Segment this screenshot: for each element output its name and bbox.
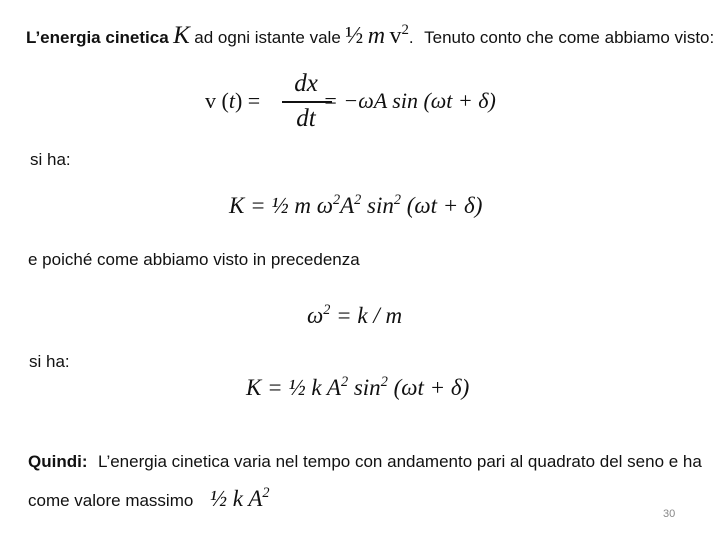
si-ha-label-1: si ha: — [30, 150, 71, 169]
symbol-half: ½ — [345, 23, 364, 49]
velocity-lhs: v (t) = — [205, 88, 261, 113]
conclusion-text: L’energia cinetica varia nel tempo con andamento pari al quadrato del seno e ha — [97, 452, 702, 471]
omega-equation: $\omega^2 = k / m$ — [307, 302, 403, 328]
symbol-m: m — [367, 23, 386, 49]
page-number: 30 — [663, 508, 676, 520]
conclusion-line-2 — [28, 486, 270, 512]
precedenza-text: e poiché come abbiamo visto in precedenza — [28, 250, 360, 269]
fraction-denominator: dt — [296, 105, 316, 132]
kinetic-energy-equation-2: K = ½ k $A^2$ $\sin^2 (\omega t + \delta)$ — [246, 374, 470, 400]
conclusion-max-text: come valore massimo — [28, 491, 194, 510]
conclusion-line-1 — [28, 452, 702, 472]
conclusion-bold-label: Quindi: — [28, 452, 88, 471]
intro-line — [26, 22, 714, 50]
max-energy-formula: ½ k $A^2$ — [209, 485, 270, 511]
intro-bold-label: L’energia cinetica — [26, 28, 169, 47]
intro-dot: . — [408, 28, 414, 47]
symbol-v: $v^2$ — [389, 21, 409, 49]
intro-tail-text: Tenuto conto che come abbiamo visto: — [424, 28, 715, 47]
si-ha-label-2: si ha: — [29, 352, 70, 371]
symbol-K: K — [173, 22, 190, 49]
velocity-rhs: = −ωA sin (ωt + δ) — [323, 88, 496, 113]
kinetic-energy-equation: K = ½ m $\omega^2A^2$ $\sin^2 (\omega t + \delta)$ — [229, 192, 483, 218]
intro-mid-text: ad ogni istante vale — [194, 28, 341, 47]
fraction-numerator: dx — [294, 70, 318, 97]
